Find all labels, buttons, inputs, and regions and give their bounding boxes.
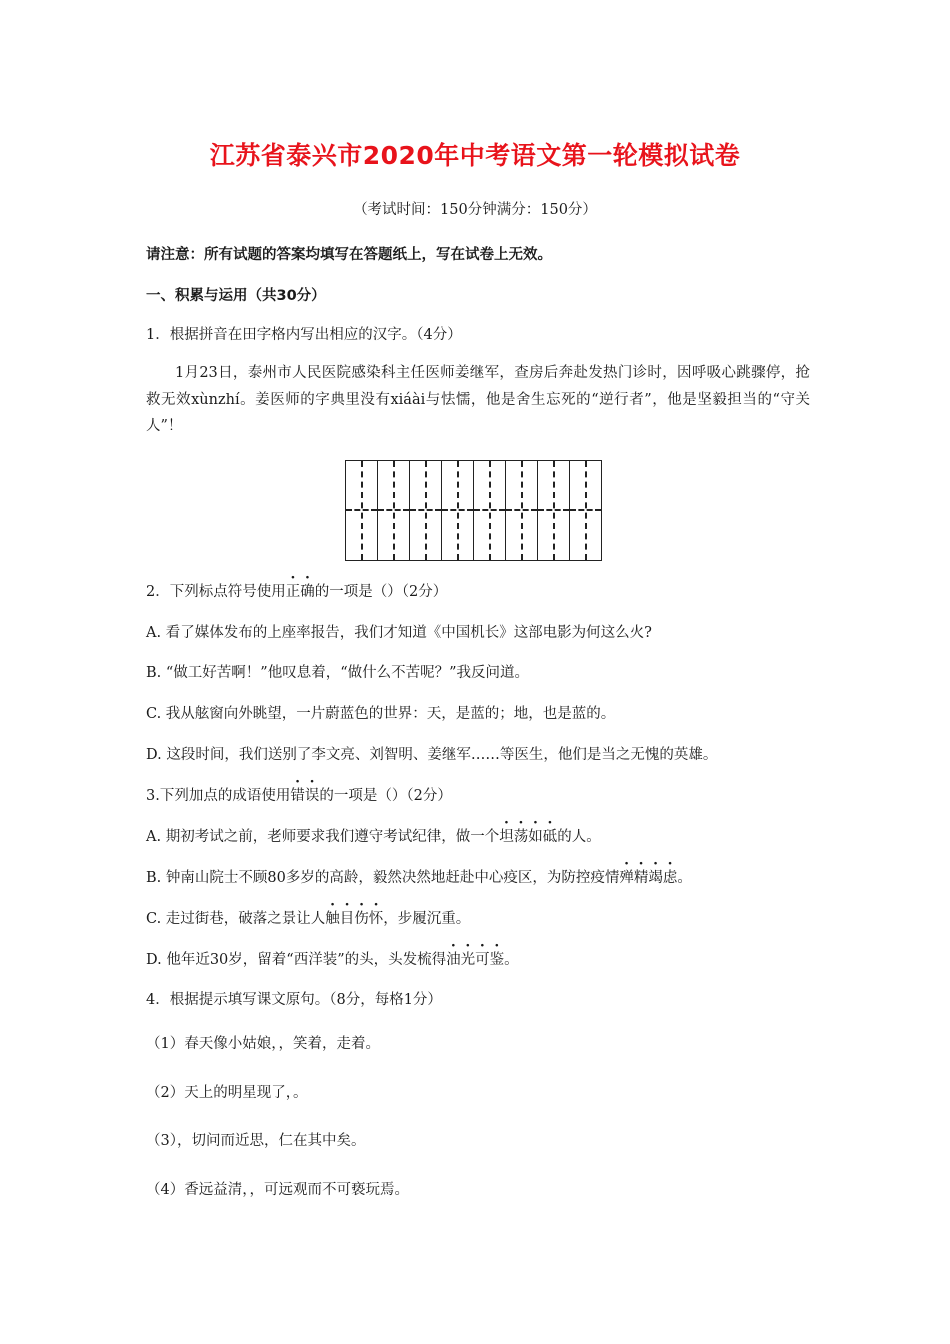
emphasis-char: 竭 — [648, 870, 663, 886]
emphasis-char: 目 — [339, 911, 355, 927]
q4-item-1: （1）春天像小姑娘，，笑着，走着。 — [146, 1036, 380, 1052]
emphasis-char: 光 — [460, 952, 476, 968]
exam-info: （考试时间：150分钟满分：150分） — [353, 202, 597, 218]
text-segment: ，步履沉重。 — [383, 911, 471, 927]
emphasis-char: 确 — [300, 584, 315, 600]
q2-option-d: D. 这段时间，我们送别了李文亮、刘智明、姜继军……等医生，他们是当之无愧的英雄。 — [146, 747, 718, 763]
grid-cell — [441, 461, 473, 560]
emphasis-char: 坦 — [499, 829, 514, 845]
page-title: 江苏省泰兴市2020年中考语文第一轮模拟试卷 — [209, 141, 741, 170]
q2-option-c: C. 我从舷窗向外眺望，一片蔚蓝色的世界：天，是蓝的；地，也是蓝的。 — [146, 706, 616, 722]
grid-cell — [377, 461, 409, 560]
text-segment: D. 他年近30岁，留着“西洋装”的头，头发梳得 — [146, 952, 447, 968]
emphasis-char: 错 — [290, 788, 305, 804]
text-segment: 。 — [677, 870, 692, 886]
emphasis-char: 鉴 — [489, 952, 505, 968]
q4-item-4: （4）香远益清，，可远观而不可亵玩焉。 — [146, 1182, 409, 1198]
text-segment: 的一项是（）（2分） — [314, 584, 448, 600]
text-segment: 的人。 — [557, 829, 601, 845]
q3-option-c — [146, 907, 470, 928]
emphasis-char: 怀 — [368, 911, 384, 927]
grid-cell — [505, 461, 537, 560]
q3-option-d — [146, 948, 519, 969]
emphasis-char: 正 — [285, 584, 301, 600]
section-heading: 一、积累与运用（共30分） — [146, 288, 326, 304]
emphasis-char: 精 — [633, 870, 649, 886]
q1-passage: 1月23日，泰州市人民医院感染科主任医师姜继军，查房后奔赴发热门诊时，因呼吸心跳骤停，抢救无效xùnzhí。姜医师的字典里没有xiáài与怯懦，他是舍生忘死的“逆行者”，他是坚毅担当的“守关人”！ — [146, 365, 810, 434]
q2-option-b: B. “做工好苦啊！”他叹息着，“做什么不苦呢？”我反问道。 — [146, 665, 530, 681]
grid-cell — [346, 461, 377, 560]
text-segment: 。 — [504, 952, 519, 968]
q3-option-a — [146, 825, 601, 846]
text-segment: 的一项是（）（2分） — [319, 788, 452, 804]
text-segment: A. 期初考试之前，老师要求我们遵守考试纪律，做一个 — [146, 829, 500, 845]
emphasis-char: 殚 — [619, 870, 634, 886]
q4-item-2: （2）天上的明星现了，。 — [146, 1085, 308, 1101]
emphasis-char: 误 — [304, 788, 320, 804]
q3-option-b — [146, 866, 692, 887]
emphasis-char: 伤 — [354, 911, 369, 927]
emphasis-char: 油 — [446, 952, 461, 968]
q2-option-a: A. 看了媒体发布的上座率报告，我们才知道《中国机长》这部电影为何这么火? — [146, 625, 652, 641]
text-segment: C. 走过街巷，破落之景让人 — [146, 911, 326, 927]
text-segment: 3.下列加点的成语使用 — [146, 788, 291, 804]
grid-cell — [409, 461, 441, 560]
emphasis-char: 虑 — [662, 870, 678, 886]
notice: 请注意：所有试题的答案均填写在答题纸上，写在试卷上无效。 — [146, 247, 552, 263]
q3-stem — [146, 784, 452, 805]
q2-stem — [146, 580, 447, 601]
emphasis-char: 可 — [475, 952, 490, 968]
q4-stem: 4．根据提示填写课文原句。（8分，每格1分） — [146, 992, 442, 1008]
emphasis-char: 砥 — [542, 829, 558, 845]
emphasis-char: 如 — [528, 829, 543, 845]
text-segment: B. 钟南山院士不顾80多岁的高龄，毅然决然地赶赴中心疫区，为防控疫情 — [146, 870, 620, 886]
grid-cell — [569, 461, 601, 560]
text-segment: 2．下列标点符号使用 — [146, 584, 286, 600]
grid-cell — [473, 461, 505, 560]
q4-item-3: （3），切问而近思，仁在其中矣。 — [146, 1133, 366, 1149]
emphasis-char: 触 — [325, 911, 340, 927]
tianzige-grid — [345, 460, 602, 561]
q1-stem: 1．根据拼音在田字格内写出相应的汉字。（4分） — [146, 327, 462, 343]
grid-cell — [537, 461, 569, 560]
emphasis-char: 荡 — [513, 829, 529, 845]
